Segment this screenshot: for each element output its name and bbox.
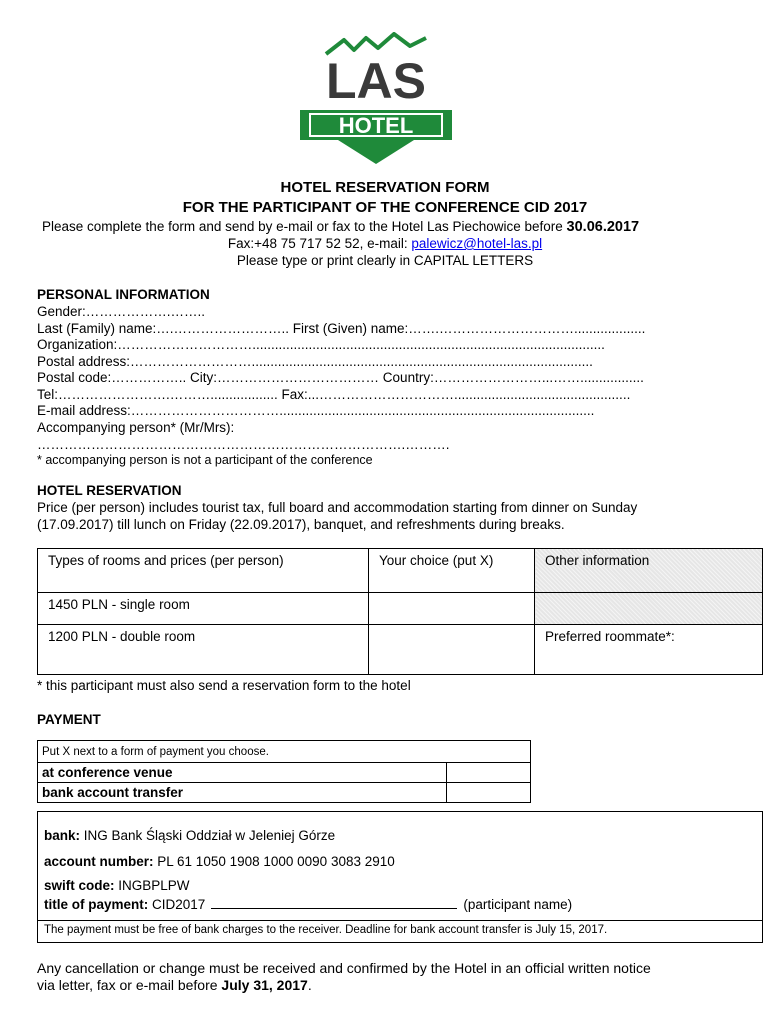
cancellation-text: via letter, fax or e-mail before (37, 977, 222, 993)
swift-value: INGBPLPW (118, 878, 190, 893)
capital-letters-note: Please type or print clearly in CAPITAL LETTERS (236, 253, 534, 268)
room-type-cell: 1200 PLN - double room (38, 625, 369, 675)
cancellation-period: . (307, 977, 312, 993)
contact-line (0, 235, 770, 252)
fee-note: The payment must be free of bank charges to the receiver. Deadline for bank account transfer is July 15, 2017. (44, 924, 608, 936)
room-choice-cell[interactable] (369, 625, 535, 675)
form-subtitle: FOR THE PARTICIPANT OF THE CONFERENCE CID 2017 (182, 199, 588, 216)
deadline-date: 30.06.2017 (566, 219, 640, 235)
cancellation-line2 (37, 977, 312, 994)
swift-label: swift code: (44, 878, 115, 893)
bank-details-box (37, 811, 763, 943)
accompanying-person-field[interactable]: ……………………………………………………………………….………. (37, 437, 450, 452)
title-suffix: (participant name) (463, 897, 573, 912)
other-info-cell (535, 593, 763, 625)
hotel-logo (296, 32, 456, 168)
payment-option-row (38, 763, 531, 783)
fax-text: Fax:+48 75 717 52 52, e-mail: (227, 236, 412, 251)
column-header-room-type: Types of rooms and prices (per person) (38, 549, 369, 593)
postal-address-field[interactable]: Postal address:………………………........................................................................................... (37, 354, 593, 369)
accompanying-person-label: Accompanying person* (Mr/Mrs): (37, 420, 235, 435)
divider (38, 920, 762, 921)
gender-field[interactable]: Gender:……………….…….. (37, 304, 206, 319)
rooms-table (37, 548, 763, 675)
other-info-cell[interactable]: Preferred roommate*: (535, 625, 763, 675)
payment-heading: PAYMENT (37, 712, 101, 727)
name-field[interactable]: Last (Family) name:….…………………….. First (Given) name:…….…………………………................... (37, 321, 646, 336)
title-label: title of payment: (44, 897, 149, 912)
bank-line (44, 828, 335, 843)
payment-instruction-row (38, 741, 531, 763)
instructions-line (42, 218, 639, 236)
bank-value: ING Bank Śląski Oddział w Jeleniej Górze (83, 828, 336, 843)
email-address-field[interactable]: E-mail address:…………………………….................................................................................... (37, 403, 595, 418)
room-choice-cell[interactable] (369, 593, 535, 625)
account-line (44, 854, 395, 869)
column-header-other: Other information (535, 549, 763, 593)
price-description-line2: (17.09.2017) till lunch on Friday (22.09.2017), banquet, and refreshments during breaks. (37, 517, 565, 532)
postal-code-city-country-field[interactable]: Postal code:…………….. City:……………………………… Country:……………………...……................. (37, 370, 644, 385)
payment-option-row (38, 783, 531, 803)
form-title: HOTEL RESERVATION FORM (280, 179, 490, 196)
title-of-payment-line (44, 896, 572, 912)
organization-field[interactable]: Organization:………………………….............................................................................................. (37, 337, 605, 352)
payment-options-table (37, 740, 531, 803)
account-value: PL 61 1050 1908 1000 0090 3083 2910 (157, 854, 395, 869)
hotel-reservation-heading: HOTEL RESERVATION (37, 483, 182, 498)
accompanying-note: * accompanying person is not a participant of the conference (37, 453, 373, 467)
table-row (38, 593, 763, 625)
swift-line (44, 878, 190, 893)
column-header-choice: Your choice (put X) (369, 549, 535, 593)
bank-label: bank: (44, 828, 81, 843)
logo-hotel-text: HOTEL (338, 113, 414, 138)
instructions-text: Please complete the form and send by e-mail or fax to the Hotel Las Piechowice before (42, 219, 563, 234)
title-value: CID2017 (152, 897, 206, 912)
table-header-row (38, 549, 763, 593)
room-type-cell: 1450 PLN - single room (38, 593, 369, 625)
tel-fax-field[interactable]: Tel:…………………….……….................. Fax:...…………………………............................................... (37, 387, 631, 402)
personal-info-heading: PERSONAL INFORMATION (37, 287, 210, 302)
logo-las-text: LAS (326, 53, 426, 109)
payment-option-label: at conference venue (38, 763, 447, 783)
participant-name-field[interactable] (211, 896, 457, 909)
payment-option-checkbox[interactable] (447, 763, 531, 783)
payment-instruction: Put X next to a form of payment you choose. (38, 741, 531, 763)
roommate-note: * this participant must also send a reservation form to the hotel (37, 678, 411, 693)
payment-option-label: bank account transfer (38, 783, 447, 803)
payment-option-checkbox[interactable] (447, 783, 531, 803)
account-label: account number: (44, 854, 154, 869)
table-row (38, 625, 763, 675)
email-link[interactable]: palewicz@hotel-las.pl (411, 236, 543, 251)
cancellation-date: July 31, 2017 (221, 977, 308, 993)
cancellation-line1: Any cancellation or change must be received and confirmed by the Hotel in an official written notice (37, 960, 651, 976)
price-description-line1: Price (per person) includes tourist tax, full board and accommodation starting from dinner on Sunday (37, 500, 638, 515)
